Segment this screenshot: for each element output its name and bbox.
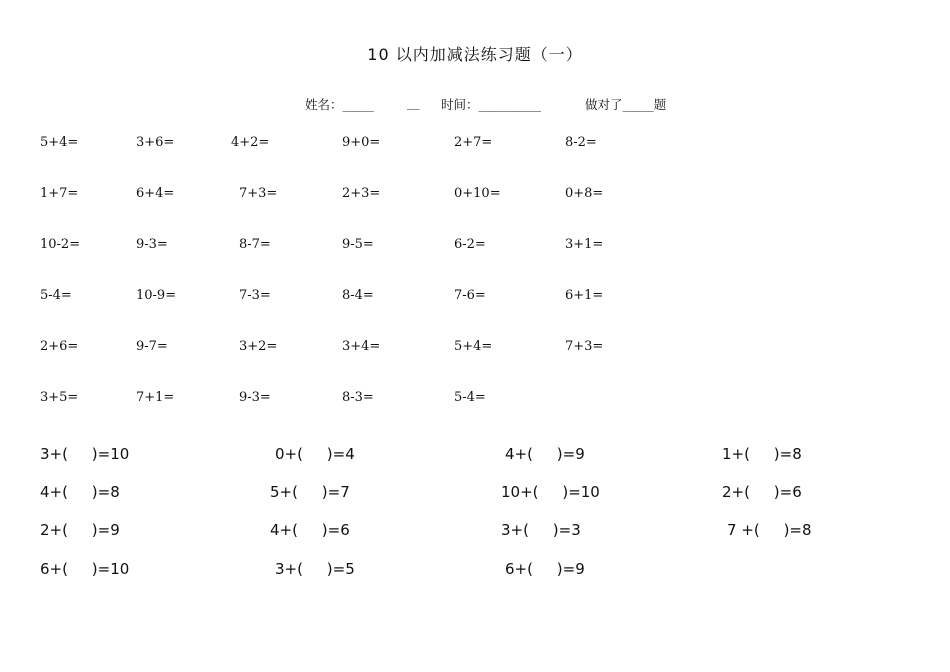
problem: 8-7= bbox=[239, 237, 271, 252]
name-blank: __ bbox=[407, 95, 420, 110]
problem: 8-3= bbox=[342, 390, 374, 405]
problem: 8-2= bbox=[565, 135, 597, 150]
fill-in-problem: 6+( )=10 bbox=[40, 560, 130, 578]
problem: 0+8= bbox=[565, 186, 604, 201]
fill-in-problem: 2+( )=6 bbox=[722, 483, 802, 501]
problem: 6+4= bbox=[136, 186, 175, 201]
problem: 9-3= bbox=[239, 390, 271, 405]
problem: 5-4= bbox=[454, 390, 486, 405]
problem: 7-6= bbox=[454, 288, 486, 303]
problem: 5+4= bbox=[40, 135, 79, 150]
problem: 9-3= bbox=[136, 237, 168, 252]
problem: 3+1= bbox=[565, 237, 604, 252]
problem: 9-7= bbox=[136, 339, 168, 354]
problem: 7+1= bbox=[136, 390, 175, 405]
fill-in-problem: 3+( )=5 bbox=[275, 560, 355, 578]
problem: 9-5= bbox=[342, 237, 374, 252]
fill-in-problem: 3+( )=3 bbox=[501, 521, 581, 539]
problem: 3+5= bbox=[40, 390, 79, 405]
fill-in-problem: 4+( )=9 bbox=[505, 445, 585, 463]
problem: 2+3= bbox=[342, 186, 381, 201]
fill-in-problem: 1+( )=8 bbox=[722, 445, 802, 463]
problem: 3+2= bbox=[239, 339, 278, 354]
problem: 5-4= bbox=[40, 288, 72, 303]
problem: 7-3= bbox=[239, 288, 271, 303]
fill-in-problem: 3+( )=10 bbox=[40, 445, 130, 463]
problem: 7+3= bbox=[565, 339, 604, 354]
problem: 0+10= bbox=[454, 186, 501, 201]
problem: 2+6= bbox=[40, 339, 79, 354]
fill-in-problem: 2+( )=9 bbox=[40, 521, 120, 539]
problem: 5+4= bbox=[454, 339, 493, 354]
problem: 10-9= bbox=[136, 288, 177, 303]
worksheet-title: 10 以内加减法练习题（一） bbox=[367, 45, 583, 64]
fill-in-problem: 5+( )=7 bbox=[270, 483, 350, 501]
time-field: 时间：__________ bbox=[441, 97, 542, 112]
fill-in-problem: 7 +( )=8 bbox=[727, 521, 812, 539]
problem: 3+4= bbox=[342, 339, 381, 354]
problem: 9+0= bbox=[342, 135, 381, 150]
problem: 3+6= bbox=[136, 135, 175, 150]
problem: 2+7= bbox=[454, 135, 493, 150]
name-field: 姓名：_____ bbox=[305, 97, 374, 112]
fill-in-problem: 10+( )=10 bbox=[501, 483, 600, 501]
problem: 4+2= bbox=[231, 135, 270, 150]
fill-in-problem: 4+( )=8 bbox=[40, 483, 120, 501]
problem: 7+3= bbox=[239, 186, 278, 201]
problem: 10-2= bbox=[40, 237, 81, 252]
correct-count-field: 做对了_____题 bbox=[585, 97, 667, 112]
problem: 6+1= bbox=[565, 288, 604, 303]
problem: 1+7= bbox=[40, 186, 79, 201]
fill-in-problem: 4+( )=6 bbox=[270, 521, 350, 539]
problem: 6-2= bbox=[454, 237, 486, 252]
fill-in-problem: 6+( )=9 bbox=[505, 560, 585, 578]
fill-in-problem: 0+( )=4 bbox=[275, 445, 355, 463]
problem: 8-4= bbox=[342, 288, 374, 303]
